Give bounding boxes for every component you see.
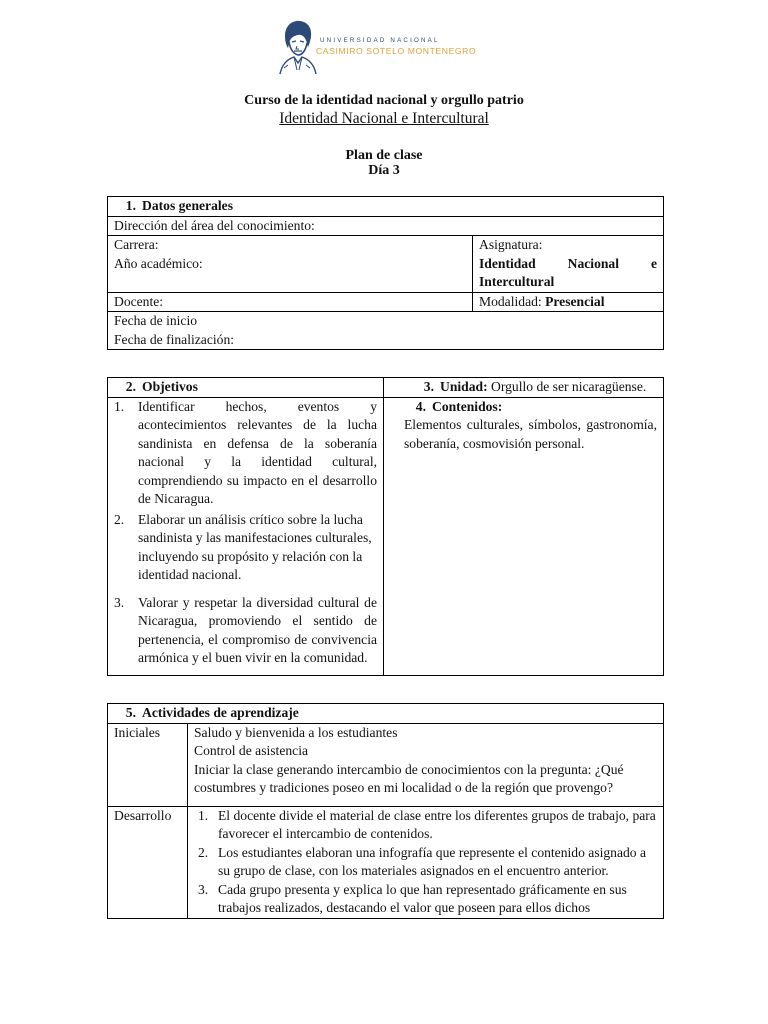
iniciales-cell (188, 723, 664, 806)
logo-line-1: UNIVERSIDAD NACIONAL (320, 37, 440, 44)
docente-cell (108, 292, 473, 312)
docente-label: Docente: (114, 293, 164, 309)
item-number: 2. (114, 511, 125, 527)
modalidad-cell (473, 292, 664, 312)
contenidos-header (384, 398, 657, 417)
unidad-value: Orgullo de ser nicaragüense. (491, 379, 647, 394)
logo-line-2: CASIMIRO SOTELO MONTENEGRO (316, 46, 477, 56)
section-number: 2. (125, 379, 136, 394)
portrait-icon (276, 18, 318, 76)
iniciales-label: Iniciales (114, 724, 161, 740)
direccion-cell (108, 216, 664, 236)
item-number: 1. (198, 807, 209, 823)
list-item: Control de asistencia (194, 743, 309, 758)
fechas-cell (108, 312, 664, 350)
carrera-label: Carrera: (114, 237, 159, 252)
section-title: Actividades de aprendizaje (142, 705, 299, 720)
section-number: 5. (125, 705, 136, 720)
contenidos-cell (384, 397, 664, 675)
desarrollo-label-cell (108, 806, 188, 918)
list-item (194, 844, 657, 881)
objetivos-list (114, 398, 377, 668)
section-title: Datos generales (142, 198, 233, 213)
anio-label: Año académico: (114, 255, 203, 271)
list-item (114, 398, 377, 509)
contenidos-text: Elementos culturales, símbolos, gastronomía, soberanía, cosmovisión personal. (404, 417, 657, 451)
item-number: 3. (114, 594, 125, 610)
item-number: 2. (198, 844, 209, 860)
activities-table (107, 703, 664, 919)
section-number: 1. (125, 198, 136, 213)
item-number: 3. (198, 881, 209, 897)
unidad-header (384, 378, 664, 398)
asignatura-label: Asignatura: (479, 237, 543, 252)
actividades-header (108, 704, 664, 724)
fecha-inicio-label: Fecha de inicio (114, 313, 198, 328)
list-item (114, 594, 377, 668)
item-text: Elaborar un análisis crítico sobre la lucha sandinista y las manifestaciones culturales, incluyendo su propósito y relación con la identidad nacional. (138, 511, 372, 582)
general-data-table (107, 196, 664, 350)
unidad-label: Unidad: (440, 379, 488, 394)
list-item: Saludo y bienvenida a los estudiantes (194, 724, 398, 740)
section-title: Objetivos (142, 379, 198, 394)
item-text: Valorar y respetar la diversidad cultural de Nicaragua, promoviendo el sentido de pertenencia, el compromiso de convivencia armónica y el buen vivir en la comunidad. (138, 594, 377, 665)
list-item: Iniciar la clase generando intercambio de conocimientos con la pregunta: ¿Qué costumbres y tradiciones poseo en mi localidad o de la región que provengo? (194, 761, 624, 795)
fecha-fin-label: Fecha de finalización: (114, 331, 235, 347)
asignatura-cell (473, 236, 664, 293)
desarrollo-cell (188, 806, 664, 918)
plan-title: Plan de clase (345, 148, 423, 163)
item-text: Cada grupo presenta y explica lo que han representado gráficamente en sus trabajos realizados, destacando el valor que poseen para ellos dichos (218, 881, 627, 915)
objetivos-list-cell (108, 397, 384, 675)
desarrollo-list (194, 807, 657, 918)
list-item (194, 881, 657, 918)
subject-title: Identidad Nacional e Intercultural (279, 110, 489, 127)
modalidad-label: Modalidad: (479, 293, 542, 309)
desarrollo-label: Desarrollo (114, 807, 172, 823)
item-text: El docente divide el material de clase entre los diferentes grupos de trabajo, para favorecer el intercambio de contenidos. (218, 807, 656, 841)
section-number: 3. (423, 379, 434, 394)
asignatura-value: Identidad Nacional e Intercultural (479, 255, 658, 289)
objectives-table (107, 377, 664, 676)
section-number: 4. (415, 398, 426, 414)
item-text: Identificar hechos, eventos y acontecimientos relevantes de la lucha sandinista en defensa de la soberanía nacional y la identidad cultural, comprendiendo su impacto en el desarrollo de Nicaragua. (138, 398, 377, 506)
carrera-cell (108, 236, 473, 293)
university-logo (276, 18, 477, 76)
list-item (194, 807, 657, 844)
objetivos-header (108, 378, 384, 398)
item-number: 1. (114, 398, 125, 414)
general-header (108, 197, 664, 217)
item-text: Los estudiantes elaboran una infografía que represente el contenido asignado a su grupo de clase, con los materiales asignados en el encuentro anterior. (218, 844, 647, 878)
direccion-label: Dirección del área del conocimiento: (114, 217, 315, 233)
section-title: Contenidos: (432, 398, 503, 414)
iniciales-label-cell (108, 723, 188, 806)
modalidad-value: Presencial (545, 293, 605, 309)
list-item (114, 511, 377, 585)
course-title: Curso de la identidad nacional y orgullo patrio (244, 93, 524, 108)
day-title: Día 3 (368, 163, 400, 178)
